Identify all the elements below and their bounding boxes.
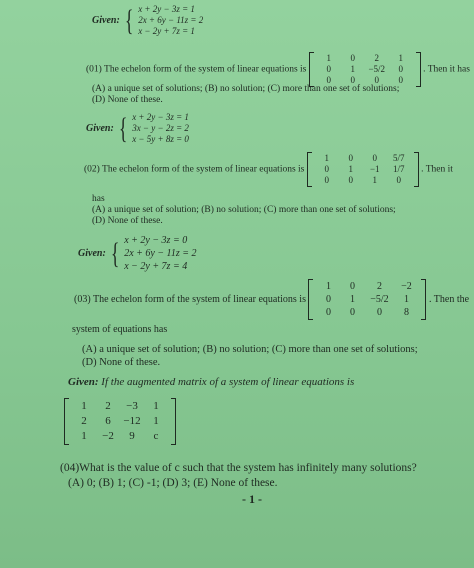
- matrix-cell: −5/2: [370, 294, 389, 305]
- bracket-right: [416, 52, 421, 87]
- equation: 3x − y − 2z = 2: [132, 123, 189, 133]
- question-1: [86, 52, 470, 87]
- equation: x − 5y + 8z = 0: [132, 134, 189, 144]
- matrix-cell: 5/7: [392, 153, 405, 163]
- matrix-cell: 0: [324, 164, 329, 174]
- matrix-cell: c: [153, 430, 159, 442]
- matrix-cell: 2: [374, 53, 379, 63]
- matrix-cell: 0: [398, 75, 403, 85]
- matrix-cell: 0: [349, 281, 355, 292]
- question-3-tail: . Then the: [428, 293, 470, 305]
- given-label-1: Given:: [92, 15, 120, 26]
- matrix-cell: −12: [123, 415, 141, 427]
- augmented-matrix: [64, 398, 176, 445]
- given-system-2: [86, 112, 189, 145]
- matrix-cell: 1: [81, 430, 87, 442]
- matrix-cell: −2: [102, 430, 114, 442]
- bracket-right: [421, 279, 426, 320]
- continuation-text: has: [92, 194, 105, 204]
- matrix-cell: 1: [372, 175, 377, 185]
- given-label-4: Given:: [68, 376, 99, 388]
- options-line: (A) a unique set of solution; (B) no solution; (C) more than one set of solutions;: [92, 205, 396, 215]
- matrix-cell: 9: [129, 430, 135, 442]
- options-line: (D) None of these.: [92, 216, 163, 226]
- matrix-cell: 0: [374, 75, 379, 85]
- matrix-cell: 0: [325, 294, 331, 305]
- matrix-cell: 0: [326, 75, 331, 85]
- given-4-text: If the augmented matrix of a system of linear equations is: [101, 376, 355, 388]
- echelon-matrix-3: [308, 279, 426, 320]
- matrix-cell: 0: [350, 53, 355, 63]
- question-2-tail: . Then it: [421, 164, 453, 175]
- question-4: [60, 461, 417, 491]
- equation: x + 2y − 3z = 0: [124, 235, 188, 246]
- matrix-cell: −3: [126, 400, 138, 412]
- options-line: (A) a unique set of solutions; (B) no solution; (C) more than one set of solutions;: [92, 84, 400, 94]
- question-3-text: (03) The echelon form of the system of linear equations is: [74, 293, 306, 305]
- matrix-cell: −5/2: [368, 64, 386, 74]
- equation: 2x + 6y − 11z = 2: [124, 248, 197, 259]
- matrix-cell: 1: [348, 164, 353, 174]
- page-number: - 1 -: [242, 492, 262, 506]
- matrix-cell: 8: [403, 307, 409, 318]
- given-label-2: Given:: [86, 123, 114, 134]
- matrix-cell: 2: [376, 281, 382, 292]
- matrix-cell: 1: [350, 64, 355, 74]
- given-system-3: [78, 234, 196, 273]
- options-line: (D) None of these.: [82, 357, 161, 368]
- matrix-cell: 2: [105, 400, 111, 412]
- question-4-text: (04)What is the value of c such that the system has infinitely many solutions?: [60, 462, 417, 474]
- given-label-3: Given:: [78, 248, 106, 259]
- given-system-1: [92, 4, 203, 37]
- matrix-cell: 1: [326, 53, 331, 63]
- equation: x + 2y − 3z = 1: [132, 112, 189, 122]
- matrix-cell: 1: [403, 294, 409, 305]
- matrix-cell: 1: [325, 281, 331, 292]
- matrix-cell: 1/7: [392, 164, 405, 174]
- echelon-matrix-2: [307, 152, 419, 187]
- matrix-cell: 0: [325, 307, 331, 318]
- question-3: [74, 279, 469, 320]
- question-4-options: (A) 0; (B) 1; (C) -1; (D) 3; (E) None of these.: [68, 477, 278, 489]
- question-1-text: (01) The echelon form of the system of linear equations is: [86, 64, 307, 75]
- matrix-cell: 6: [105, 415, 111, 427]
- equation: x − 2y + 7z = 4: [124, 261, 188, 272]
- matrix-cell: 1: [349, 294, 355, 305]
- matrix-cell: 0: [348, 175, 353, 185]
- question-2: [84, 152, 453, 187]
- matrix-cell: 0: [398, 64, 403, 74]
- matrix-cell: 1: [153, 415, 159, 427]
- matrix-cell: 1: [324, 153, 329, 163]
- brace-1: {: [124, 3, 134, 37]
- matrix-cell: −2: [401, 281, 412, 292]
- matrix-cell: 0: [376, 307, 382, 318]
- equation: x + 2y − 3z = 1: [138, 4, 195, 14]
- matrix-cell: 1: [81, 400, 87, 412]
- question-3-options: [82, 343, 418, 369]
- matrix-cell: 0: [324, 175, 329, 185]
- options-line: (A) a unique set of solution; (B) no solution; (C) more than one set of solutions;: [82, 344, 418, 355]
- bracket-right: [414, 152, 419, 187]
- question-3-continuation: system of equations has: [72, 324, 168, 335]
- equation: 2x + 6y − 11z = 2: [138, 15, 204, 25]
- equations-1: [138, 4, 203, 37]
- matrix-cell: 0: [350, 75, 355, 85]
- matrix-cell: −1: [369, 164, 380, 174]
- question-1-options: [92, 84, 399, 106]
- bracket-right: [171, 398, 176, 445]
- options-line: (D) None of these.: [92, 95, 163, 105]
- question-1-tail: . Then it has: [423, 64, 470, 75]
- matrix-cell: 1: [398, 53, 403, 63]
- matrix-cell: 0: [396, 175, 401, 185]
- equations-2: [132, 112, 189, 145]
- echelon-matrix-1: [309, 52, 421, 87]
- matrix-cell: 0: [348, 153, 353, 163]
- matrix-cell: 1: [153, 400, 159, 412]
- question-2-text: (02) The echelon form of the system of linear equations is: [84, 164, 305, 175]
- question-2-options: [92, 194, 396, 227]
- equations-3: [124, 234, 196, 273]
- matrix-cell: 0: [372, 153, 377, 163]
- matrix-cell: 0: [326, 64, 331, 74]
- given-statement-4: [68, 376, 354, 388]
- brace-3: {: [110, 236, 120, 270]
- augmented-matrix-brackets: [64, 398, 176, 445]
- matrix-cell: 0: [349, 307, 355, 318]
- matrix-cell: 2: [81, 415, 87, 427]
- brace-2: {: [118, 111, 128, 145]
- equation: x − 2y + 7z = 1: [138, 26, 195, 36]
